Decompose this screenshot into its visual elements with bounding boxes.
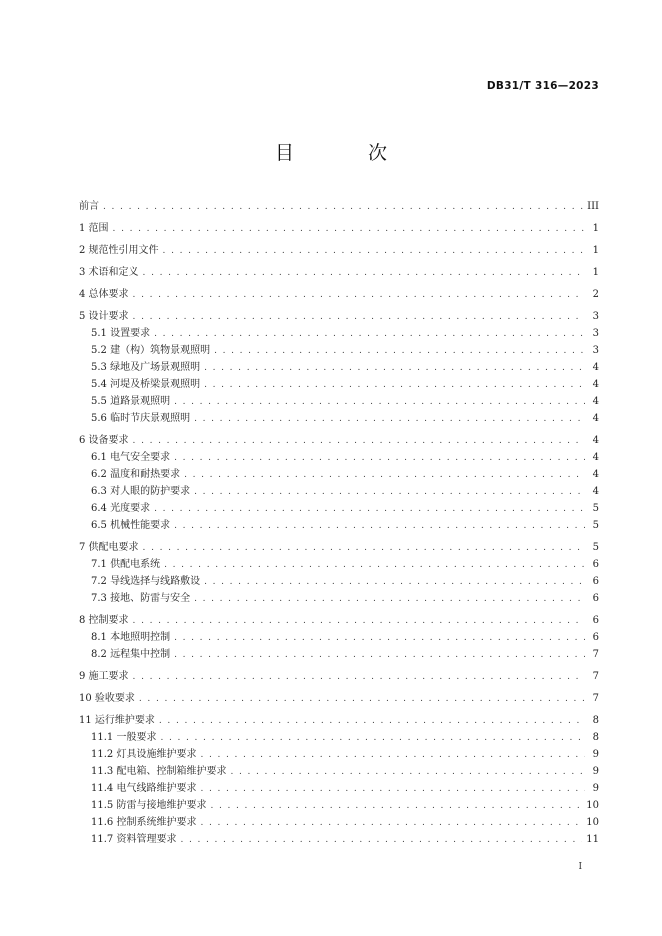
toc-subentry[interactable]	[79, 629, 599, 646]
dot-leader	[113, 221, 585, 238]
dot-leader	[133, 669, 585, 686]
toc-entry-page: 3	[592, 345, 599, 356]
toc-entry-label: 7 供配电要求	[79, 542, 139, 553]
toc-entry-page: 8	[592, 732, 599, 743]
toc-subentry[interactable]	[79, 831, 599, 848]
dot-leader	[184, 467, 585, 484]
dot-leader	[143, 540, 585, 557]
document-code: DB31/T 316—2023	[486, 80, 599, 92]
toc-entry-page: 9	[592, 766, 599, 777]
dot-leader	[174, 630, 585, 647]
toc-entry[interactable]	[79, 539, 599, 556]
dot-leader	[230, 764, 585, 781]
toc-subentry[interactable]	[79, 376, 599, 393]
dot-leader	[133, 613, 585, 630]
toc-entry-label: 6.1 电气安全要求	[91, 452, 171, 463]
dot-leader	[174, 647, 585, 664]
toc-entry-page: 5	[592, 520, 599, 531]
dot-leader	[133, 309, 585, 326]
dot-leader	[200, 781, 585, 798]
dot-leader	[200, 815, 582, 832]
toc-entry-page: 5	[592, 542, 599, 553]
toc-subentry[interactable]	[79, 573, 599, 590]
toc-entry-label: 11.5 防雷与接地维护要求	[91, 800, 207, 811]
toc-entry-label: 11.1 一般要求	[91, 732, 157, 743]
toc-entry-label: 6.2 温度和耐热要求	[91, 469, 181, 480]
toc-entry-page: 11	[586, 834, 599, 845]
dot-leader	[143, 265, 585, 282]
dot-leader	[174, 518, 585, 535]
toc-entry[interactable]	[79, 308, 599, 325]
dot-leader	[160, 730, 585, 747]
toc-subentry[interactable]	[79, 500, 599, 517]
toc-entry-page: 6	[592, 615, 599, 626]
toc-entry-label: 6 设备要求	[79, 435, 129, 446]
toc-entry[interactable]	[79, 668, 599, 685]
dot-leader	[103, 199, 583, 216]
toc-entry-page: 10	[586, 800, 599, 811]
dot-leader	[154, 326, 585, 343]
dot-leader	[139, 691, 585, 708]
toc-entry-page: 5	[592, 503, 599, 514]
toc-entry-page: 6	[592, 632, 599, 643]
toc-entry-page: 4	[592, 362, 599, 373]
toc-entry-label: 5.3 绿地及广场景观照明	[91, 362, 201, 373]
toc-entry-page: 7	[592, 649, 599, 660]
toc-entry[interactable]	[79, 712, 599, 729]
toc-entry-label: 7.1 供配电系统	[91, 559, 161, 570]
toc-entry-page: 10	[586, 817, 599, 828]
toc-entry-label: 10 验收要求	[79, 693, 135, 704]
toc-entry-label: 2 规范性引用文件	[79, 245, 159, 256]
dot-leader	[133, 433, 585, 450]
toc-entry-label: 5.4 河堤及桥梁景观照明	[91, 379, 201, 390]
toc-entry-page: 4	[592, 469, 599, 480]
toc-subentry[interactable]	[79, 449, 599, 466]
toc-entry-label: 5.6 临时节庆景观照明	[91, 413, 191, 424]
toc-entry-label: 7.2 导线选择与线路敷设	[91, 576, 201, 587]
toc-subentry[interactable]	[79, 746, 599, 763]
toc-entry-label: 11.3 配电箱、控制箱维护要求	[91, 766, 227, 777]
toc-entry-label: 5 设计要求	[79, 311, 129, 322]
toc-entry[interactable]	[79, 198, 599, 215]
toc-entry-page: 6	[592, 559, 599, 570]
dot-leader	[163, 243, 585, 260]
toc-entry-page: 4	[592, 486, 599, 497]
toc-subentry[interactable]	[79, 646, 599, 663]
toc-entry-label: 5.5 道路景观照明	[91, 396, 171, 407]
dot-leader	[154, 501, 585, 518]
toc-entry[interactable]	[79, 242, 599, 259]
toc-entry-label: 9 施工要求	[79, 671, 129, 682]
toc-entry-label: 8.2 远程集中控制	[91, 649, 171, 660]
dot-leader	[204, 574, 585, 591]
toc-entry-page: 3	[592, 328, 599, 339]
toc-entry[interactable]	[79, 264, 599, 281]
toc-entry-page: III	[587, 201, 599, 212]
toc-entry-page: 3	[592, 311, 599, 322]
dot-leader	[194, 484, 585, 501]
dot-leader	[174, 394, 585, 411]
dot-leader	[210, 798, 582, 815]
toc-entry-label: 6.4 光度要求	[91, 503, 151, 514]
toc-entry-page: 7	[592, 693, 599, 704]
toc-subentry[interactable]	[79, 517, 599, 534]
toc-entry-page: 4	[592, 452, 599, 463]
toc-entry-label: 11.7 资料管理要求	[91, 834, 177, 845]
dot-leader	[133, 287, 585, 304]
toc-entry-page: 1	[592, 267, 599, 278]
dot-leader	[214, 343, 585, 360]
dot-leader	[159, 713, 585, 730]
toc-entry-page: 6	[592, 593, 599, 604]
toc-entry[interactable]	[79, 690, 599, 707]
page-title: 目 次	[274, 142, 422, 164]
toc-entry-page: 9	[592, 749, 599, 760]
dot-leader	[194, 411, 585, 428]
toc-entry-page: 4	[592, 379, 599, 390]
toc-subentry[interactable]	[79, 410, 599, 427]
toc-entry-label: 6.3 对人眼的防护要求	[91, 486, 191, 497]
toc-entry-label: 前言	[79, 201, 99, 212]
toc-entry-page: 8	[592, 715, 599, 726]
toc-entry-label: 11.2 灯具设施维护要求	[91, 749, 197, 760]
dot-leader	[200, 747, 585, 764]
toc-subentry[interactable]	[79, 556, 599, 573]
toc-entry-label: 11 运行维护要求	[79, 715, 155, 726]
toc-subentry[interactable]	[79, 797, 599, 814]
toc-entry-label: 8.1 本地照明控制	[91, 632, 171, 643]
toc-subentry[interactable]	[79, 483, 599, 500]
dot-leader	[194, 591, 585, 608]
toc-entry-page: 4	[592, 413, 599, 424]
toc-subentry[interactable]	[79, 780, 599, 797]
toc-subentry[interactable]	[79, 393, 599, 410]
toc-entry[interactable]	[79, 220, 599, 237]
toc-entry-label: 5.2 建（构）筑物景观照明	[91, 345, 211, 356]
toc-entry-page: 7	[592, 671, 599, 682]
table-of-contents	[79, 198, 599, 848]
toc-entry[interactable]	[79, 286, 599, 303]
toc-entry-page: 2	[592, 289, 599, 300]
toc-entry-label: 5.1 设置要求	[91, 328, 151, 339]
toc-subentry[interactable]	[79, 814, 599, 831]
toc-entry-page: 6	[592, 576, 599, 587]
toc-subentry[interactable]	[79, 763, 599, 780]
toc-entry-page: 1	[592, 223, 599, 234]
toc-entry[interactable]	[79, 612, 599, 629]
toc-subentry[interactable]	[79, 359, 599, 376]
dot-leader	[204, 377, 585, 394]
toc-subentry[interactable]	[79, 342, 599, 359]
toc-entry-label: 11.6 控制系统维护要求	[91, 817, 197, 828]
toc-entry-page: 9	[592, 783, 599, 794]
toc-entry-label: 6.5 机械性能要求	[91, 520, 171, 531]
toc-entry-label: 7.3 接地、防雷与安全	[91, 593, 191, 604]
dot-leader	[180, 832, 582, 849]
toc-entry-page: 1	[592, 245, 599, 256]
toc-entry-label: 1 范围	[79, 223, 109, 234]
toc-entry-label: 11.4 电气线路维护要求	[91, 783, 197, 794]
toc-entry-page: 4	[592, 435, 599, 446]
toc-entry-label: 3 术语和定义	[79, 267, 139, 278]
toc-entry-page: 4	[592, 396, 599, 407]
dot-leader	[174, 450, 585, 467]
toc-entry-label: 4 总体要求	[79, 289, 129, 300]
toc-subentry[interactable]	[79, 325, 599, 342]
dot-leader	[204, 360, 585, 377]
toc-subentry[interactable]	[79, 466, 599, 483]
toc-subentry[interactable]	[79, 590, 599, 607]
page-number: I	[578, 862, 582, 872]
toc-entry[interactable]	[79, 432, 599, 449]
toc-entry-label: 8 控制要求	[79, 615, 129, 626]
toc-subentry[interactable]	[79, 729, 599, 746]
dot-leader	[164, 557, 585, 574]
